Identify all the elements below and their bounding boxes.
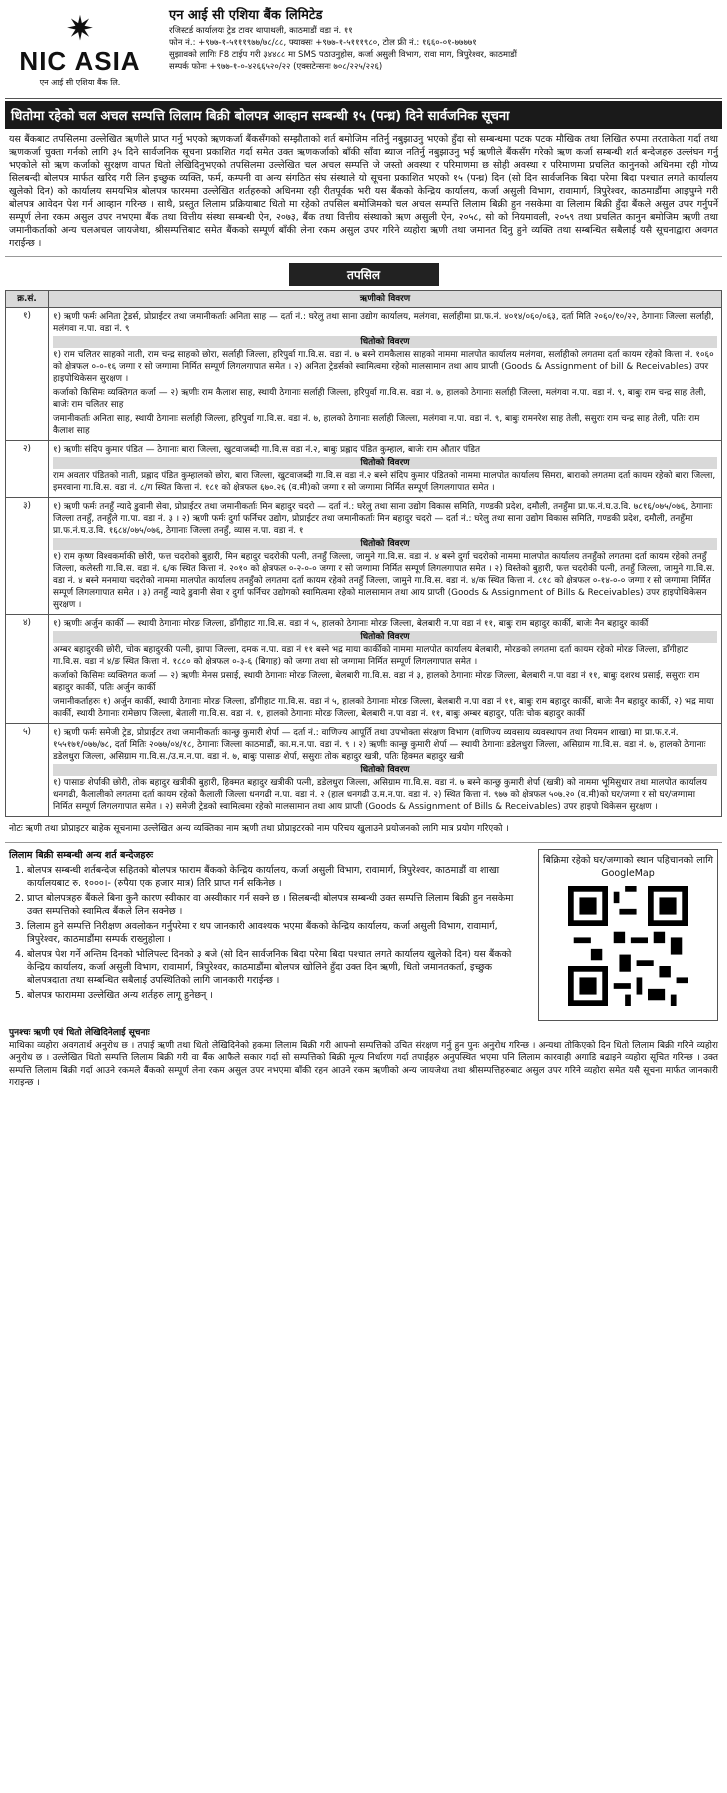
qr-code-icon[interactable] xyxy=(568,886,688,1006)
guarantor-details: जमानीकर्ताः अनिता साह, स्थायी ठेगानाः सर्लाही जिल्ला, हरिपुर्वा गा.वि.स. वडा नं. ७, हालको ठेगानाः सर्लाही जिल्ला, मलंगवा न.पा. वडा नं. ९, बाबुः रामनरेश साह तेली, ससुराः राम चन्द्र साह तेली, पतिः राम कैलाश साह xyxy=(53,414,700,436)
phone-info: फोन नं.: +९७७-१-५१११९७७/७८/८८, फ्याक्सः +९७७-१-५१११९८०, टोल फ्री नं.: १६६०-०१-७७७७१ xyxy=(169,38,477,48)
row-details xyxy=(49,441,722,498)
qr-caption: बिक्रिमा रहेको घर/जग्गाको स्थान पहिचानको लागि xyxy=(543,855,713,866)
row-details xyxy=(49,615,722,724)
row-sn: ४) xyxy=(6,615,49,724)
note: नोटः ऋणी तथा प्रोप्राइटर बाहेक सूचनामा उल्लेखित अन्य व्यक्तिका नाम ऋणी तथा प्रोप्राइटरको नाम परिचय खुलाउने प्रयोजनको लागि मात्र प्रयोग गरिएको । xyxy=(5,817,722,843)
row-sn: ५) xyxy=(6,724,49,817)
borrower-details: १) ऋणी फर्मः समेजी ट्रेड, प्रोप्राईटर तथा जमानीकर्ताः कान्छु कुमारी शेर्पा — दर्ता नं.: वाणिज्य आपूर्ति तथा उपभोक्ता संरक्षण विभाग (वाणिज्य व्यवसाय व्यवस्थापन तथा नियमन शाखा) मा प्रा.फ.र.नं. १५५१७१/०७७/७८, दर्ता मितिः २०७७/०४/१८, ठेगानाः जिल्ला काठमाडौं, का.म.न.पा. वडा नं. ९ । २) ऋणीः कान्छु कुमारी शेर्पा — स्थायी ठेगानाः डडेलधुरा जिल्ला, असिग्राम गा.वि.स. वडा नं. ७, हालको ठेगानाः डडेलधुरा जिल्ला, असिग्राम गा.वि.स./उ.म.न.पा. वडा नं. ७, बाबुः पासाङ शेर्पा, ससुराः तोक बहादुर खत्री, पतिः हिक्मत बहादुर खत्री xyxy=(53,728,706,762)
terms xyxy=(9,849,528,1021)
header xyxy=(5,0,722,99)
borrower-table xyxy=(5,290,722,817)
table-row xyxy=(6,498,722,615)
star-logo-icon: ✷ xyxy=(65,9,95,49)
borrower-details: १) ऋणी फर्मः तनहुँ न्यादे डुवानी सेवा, प्रोप्राईटर तथा जमानीकर्ताः मिन बहादुर चदरो — दर्ता नं.: घरेलु तथा साना उद्योग विकास समिति, गण्डकी प्रदेश, दमौली, तनहुँमा प्रा.फ.नं.घ.उ.वि. ७८१६/०७५/०७६, ठेगानाः जिल्ला तनहुँ, तनहुँले गा.पा. वडा नं. ३ । २) ऋणी फर्मः दुर्गा फर्निचर उद्योग, प्रोप्राईटर तथा जमानीकर्ताः मिन बहादुर चदरो — दर्ता नं.: घरेलु तथा साना उद्योग विकास समिति, गण्डकी प्रदेश, दमौली, तनहुँमा प्रा.फ.नं.घ.उ.वि. १६८४/०७५/०७६, ठेगानाः जिल्ला तनहुँ, व्यास न.पा. वडा नं. १ xyxy=(53,502,713,536)
sms-info: सुझावको लागिः F8 टाईप गरी ३४४८८ मा SMS पठाउनुहोस, कर्जा असुली विभाग, रावा माग, त्रिपुरेश्वर, काठमाडौं xyxy=(169,50,517,60)
row-details xyxy=(49,308,722,441)
schedule-title: तपसिल xyxy=(289,263,439,286)
terms-item: 1. बोलपत्र सम्बन्धी शर्तबन्देज सहितको बोलपत्र फाराम बैंकको केन्द्रिय कार्यालय, कर्जा असुली विभाग, रावामार्ग, त्रिपुरेश्वर, काठमाडौं वा शाखा कार्यालयबाट रु. १०००।- (रुपैया एक हजार मात्र) तिरि प्राप्त गर्न सकिनेछ । xyxy=(27,864,528,890)
collateral-heading: धितोको विवरण xyxy=(53,764,717,776)
col-sn: क्र.सं. xyxy=(6,291,49,308)
row-sn: ३) xyxy=(6,498,49,615)
logo-text: NIC ASIA xyxy=(19,46,141,76)
terms-list xyxy=(9,864,528,1002)
row-sn: २) xyxy=(6,441,49,498)
guarantor-details: जमानीकर्ताहरुः १) अर्जुन कार्की, स्थायी ठेगानाः मोरङ जिल्ला, डाँगीहाट गा.वि.स. वडा नं ५, हालको ठेगानाः मोरङ जिल्ला, बेलबारी न.पा वडा नं ११, बाबुः राम बहादुर कार्की, बाजेः नैन बहादुर कार्की, २) भद्र माया कार्की, स्थायी ठेगानाः रामेछाप जिल्ला, बेताली गा.वि.स. वडा नं. १, हालको ठेगानाः मोरङ जिल्ला, बेलबारी न.पा वडा नं. ११, बाबुः अम्बर बहादुर, पतिः चोक बहादुर कार्की xyxy=(53,697,714,719)
terms-section xyxy=(5,843,722,1021)
table-row xyxy=(6,724,722,817)
terms-item: 4. बोलपत्र पेश गर्ने अन्तिम दिनको भोलिपल्ट दिनको ३ बजे (सो दिन सार्वजनिक बिदा परेमा बिदा पश्चात लगते कार्यालय खुलेको दिन) यस बैंकको केन्द्रिय कार्यालय, कर्जा असुली विभाग, रावामार्ग, त्रिपुरेश्वर, काठमाडौंमा बोलपत्र खोलिने हुँदा उक्त दिन ऋणी, धितो जमानतकर्ता, इच्छुक बोलपत्रदाता तथा सम्बन्धित सबैलाई उपस्थितिको लागि जानकारी गराईन्छ । xyxy=(27,948,528,987)
collateral-details: १) राम कृष्ण विश्वकर्माकी छोरी, फत्त चदरोको बुहारी, मिन बहादुर चदरोकी पत्नी, तनहुँ जिल्ला, जामुने गा.वि.स. वडा नं. ४ बस्ने दुर्गा चदरोको नाममा मालपोत कार्यालय तनहुँको लगतमा दर्ता कायम रहेको तनहुँ जिल्ला, कलेस्ती गा.वि.स. वडा नं. ६/क स्थित कित्ता नं. २०१० को क्षेत्रफल ०-२-०-० जग्गा र सो जग्गामा निर्मित सम्पूर्ण लिगलगापात समेत । २) विस्तेको बुहारी, फत्त चदरोकी पत्नी, तनहुँ जिल्ला, जामुने गा.वि.स. वडा नं. ४ बस्ने मनमाया चदरोको नाममा मालपोत कार्यालय तनहुँको लगतमा दर्ता कायम रहेको तनहुँ जिल्ला, जामुने गा.वि.स. वडा नं. ४/क स्थित कित्ता नं. ८१८ को क्षेत्रफल ०-१४-०-० जग्गा र सो जग्गामा निर्मित सम्पूर्ण लिगलगापात समेत । ३) तनहुँ न्यादे डुवानी सेवा र दुर्गा फर्निचर उद्योगको स्वामित्वमा रहेको मालसामान तथा आय प्राप्ती (Goods & Assignment of Bills & Receivables) उपर हाइपोथिकेसन सुरक्षण । xyxy=(53,552,715,610)
collateral-details: अम्बर बहादुरकी छोरी, चोक बहादुरकी पत्नी, झापा जिल्ला, दमक न.पा. वडा नं ११ बस्ने भद्र माया कार्कीको नाममा मालपोत कार्यालय बेलबारी, मोरङको लगतमा दर्ता कायम रहेको मोरङ जिल्ला, डाँगीहाट गा.वि.स. वडा नं ४/ङ स्थित कित्ता नं. १८८० को क्षेत्रफल ०-३-६ (बिगाह) को जग्गा तथा सो जग्गामा निर्मित सम्पूर्ण लिगलगापात समेत । xyxy=(53,645,689,667)
notice-page xyxy=(5,0,722,1793)
notice-title: धितोमा रहेको चल अचल सम्पत्ति लिलाम बिक्री बोलपत्र आव्हान सम्बन्धी १५ (पन्ध्र) दिने सार्वजनिक सूचना xyxy=(5,101,722,129)
intro-paragraph: यस बैंकबाट तपसिलमा उल्लेखित ऋणीले प्राप्त गर्नु भएको ऋणकर्जा बैंकसँगको सम्झौताको शर्त बमोजिम नतिर्नु नबुझाउनु भएको हुँदा सो सम्बन्धमा पटक पटक मौखिक तथा लिखित रुपमा तरताकेता गर्दा तथा ऋणकर्जा चुक्ता गर्नको लागि ३५ दिने सार्वजनिक सूचना प्रकाशित गर्दा समेत उक्त ऋणकर्जाको बाँकी साँवा ब्याज नतिर्नु नबुझाउनु भई ऋणीले बैंकसँग गरेको ऋण कर्जा सम्बन्धी शर्त बन्देजहरु उल्लंघन गर्नु भएकोले सो ऋण कर्जाको सुरक्षण वापत धितो लेखिदिनुभएको तपसिलमा उल्लेखित चल अचल सम्पत्ति जे जस्तो अवस्था र परिमाणमा छ सोही अवस्था र परिमाणमा प्रचलित कानुनको अधिनमा रही गोप्य सिलबन्दी बोलपत्र मार्फत खरिद गरी लिन इच्छुक व्यक्ति, फर्म, कम्पनी वा अन्य संगठित संघ संस्थाले यो सूचना प्रकाशित भएको १५ (पन्ध्र) दिन (सो दिन सार्वजनिक बिदा परेमा बिदा पश्चात लगते कार्यालय खुलेको दिन) को कार्यालय समयभित्र बोलपत्र फारममा उल्लेखित शर्तहरुको अधिनमा रही रीतपूर्वक भरी यस बैंकको केन्द्रिय कार्यालय, कर्जा असुली विभाग, रावामार्ग, त्रिपुरेश्वर, काठमाडौंमा आइपुग्ने गरी बोलपत्र आवेदन पेश गर्न आव्हान गरिन्छ । साथै, प्रस्तुत लिलाम प्रक्रियाबाट धितो मा रहेको तपसिल बमोजिमको चल अचल सम्पत्ति लिलाम बिक्री हुन नसकेमा वा लिलाम बिक्री हुँदा बैंकले असुल उपर गर्नुपर्ने सम्पूर्ण लेना रकम असुल उपर नभएमा बैंक तथा वित्तीय संस्था सम्बन्धी ऐन, २०७३, बैंक तथा वित्तीय संस्थाको ऋण असुली ऐन, २०५८, सो को नियमावली, २०५९ तथा प्रचलित कानुन बमोजिम ऋणी तथा जमानीकर्ताको अन्य चलअचल जायजेथा, श्रीसम्पत्तिबाट समेत बैंकको सम्पूर्ण बाँकी लेना रकम असुल उपर गरिने व्यहोरा ऋणी तथा जमानत दिनु हुने व्यक्ति तथा सम्बन्धित सबैलाई यसै सूचनाद्वारा अवगत गराईन्छ । xyxy=(5,129,722,257)
contact-info: सम्पर्क फोनः +९७७-१-०-४२६६५२०/२२ (एक्सटेन्सनः ७०८/२२५/२२६) xyxy=(169,62,383,72)
col-desc: ऋणीको विवरण xyxy=(49,291,722,308)
collateral-details: राम अवतार पंडितको नाती, प्रह्लाद पंडित कुम्हालको छोरा, बारा जिल्ला, खुटवाजब्दी गा.वि.स वडा नं.२ बस्ने संदिप कुमार पंडितको नाममा मालपोत कार्यालय सिमरा, बाराको लगतमा दर्ता कायम रहेको बारा जिल्ला, इमरवाना गा.वि.स. वडा नं. ८/ग स्थित कित्ता नं. १८१ को क्षेत्रफल ६७०.२६ (व.मी)को जग्गा र सो जग्गामा निर्मित सम्पूर्ण लिगलगापात समेत । xyxy=(53,471,716,493)
borrower-details: १) ऋणीः संदिप कुमार पंडित — ठेगानाः बारा जिल्ला, खुटवाजब्दी गा.वि.स वडा नं.२, बाबुः प्रह्लाद पंडित कुम्हाल, बाजेः राम औतार पंडित xyxy=(53,445,480,455)
terms-item: 2. प्राप्त बोलपत्रहरु बैंकले बिना कुनै कारण स्वीकार वा अस्वीकार गर्न सक्ने छ । सिलबन्दी बोलपत्र सम्बन्धी उक्त सम्पत्ति लिलाम बिक्री हुन नसकेमा उक्त सम्पत्तिको स्वामित्व बैंकले लिन सक्नेछ । xyxy=(27,892,528,918)
borrower-details: १) ऋणीः अर्जुन कार्की — स्थायी ठेगानाः मोरङ जिल्ला, डाँगीहाट गा.वि.स. वडा नं ५, हालको ठेगानाः मोरङ जिल्ला, बेलबारी न.पा वडा नं ११, बाबुः राम बहादुर कार्की, बाजेः नैन बहादुर कार्की xyxy=(53,619,649,629)
qr-box xyxy=(538,849,718,1021)
footer xyxy=(5,1021,722,1096)
bank-logo xyxy=(5,0,155,88)
logo-subtext: एन आई सी एशिया बैंक लि. xyxy=(39,78,121,87)
loan-type-details: कर्जाको किसिमः व्यक्तिगत कर्जा — २) ऋणीः राम कैलाश साह, स्थायी ठेगानाः सर्लाही जिल्ला, हरिपुर्वा गा.वि.स. वडा नं. ७, हालको ठेगानाः सर्लाही जिल्ला, मलंगवा न.पा. वडा नं. ९, बाबुः राम चन्द्र साह तेली, बाजेः राम चलितर साह xyxy=(53,388,707,410)
collateral-heading: धितोको विवरण xyxy=(53,538,717,550)
terms-item: 5. बोलपत्र फाराममा उल्लेखित अन्य शर्तहरु लागू हुनेछन् । xyxy=(27,989,528,1002)
collateral-heading: धितोको विवरण xyxy=(53,631,717,643)
collateral-heading: धितोको विवरण xyxy=(53,457,717,469)
row-details xyxy=(49,724,722,817)
collateral-details: १) पासाङ शेर्पाकी छोरी, तोक बहादुर खत्रीकी बुहारी, हिक्मत बहादुर खत्रीकी पत्नी, डडेलधुरा जिल्ला, असिग्राम गा.वि.स. वडा नं. ७ बस्ने कान्छु कुमारी शेर्पा (खत्री) को नाममा भूमिसुधार तथा मालपोत कार्यालय धनगढी, कैलालीको लगतमा दर्ता कायम रहेको कैलाली जिल्ला धनगढी न.पा. वडा नं. २ (हाल धनगढी उ.म.न.पा. वडा नं. २) स्थित कित्ता नं. ९७७ को क्षेत्रफल ५०७.२० (व.मी)को घर/जग्गा र सो घर/जग्गामा निर्मित सम्पूर्ण लिगलगापात समेत । २) समेजी ट्रेडको स्वामित्वमा रहेको मालसामान तथा आय प्राप्ती (Goods & Assignment of Bills & Receivables) उपर हाइपो थिकेसन सुरक्षण । xyxy=(53,778,707,812)
map-label: GoogleMap xyxy=(601,868,655,879)
table-row xyxy=(6,441,722,498)
loan-type-details: कर्जाको किसिमः व्यक्तिगत कर्जा — २) ऋणीः मेनस प्रसाई, स्थायी ठेगानाः मोरङ जिल्ला, बेलबारी गा.वि.स. वडा नं ३, हालको ठेगानाः मोरङ जिल्ला, बेलबारी न.पा वडा नं ११, बाबुः दशरथ प्रसाई, ससुराः राम बहादुर कार्की, पतिः अर्जुन कार्की xyxy=(53,671,700,693)
org-name: एन आई सी एशिया बैंक लिमिटेड xyxy=(169,8,323,23)
collateral-heading: धितोको विवरण xyxy=(53,336,717,348)
footer-text: माथिका व्यहोरा अवगतार्थ अनुरोध छ । तपाई ऋणी तथा धितो लेखिदिनेको हकमा लिलाम बिक्री गरी आफ्नो सम्पत्तिको उचित संरक्षण गर्नु हुन पुनः अनुरोध गरिन्छ । अन्यथा तोकिएको दिन धितो लिलाम बिक्री गरिने व्यहोरा अनुरोध छ । उल्लेखित धितो सम्पत्ति लिलाम बिक्री गरी वा बैंक आफैले सकार गर्दा सो सम्पत्तिको बिक्री मूल्य निर्धारण गर्दा तपाईहरु अनुपस्थित भएमा पनि लिलाम कारवाही अगाडि बढाइने व्यहोरा सूचित गरिन्छ । उक्त सम्पत्ति लिलाम बिक्री गर्दा आउने रकमले बैंकको सम्पूर्ण लेना रकम असुल उपर नभएमा बाँकी रहन आउने रकम ऋणीको अन्य जायजेथा तथा श्रीसम्पत्तिहरुबाट असुल उपर गरिने व्यहोरा समेत यसै सूचना मार्फत जानकारी गराइन्छ । xyxy=(9,1040,718,1088)
row-sn: १) xyxy=(6,308,49,441)
collateral-details: १) राम चलितर साहको नाती, राम चन्द्र साहको छोरा, सर्लाही जिल्ला, हरिपुर्वा गा.वि.स. वडा नं. ७ बस्ने रामकैलास साहको नाममा मालपोत कार्यालय मलंगवा, सर्लाहीको लगतमा दर्ता कायम रहेको कित्ता नं. १०६० को क्षेत्रफल ०-०-१६ जग्गा र सो जग्गामा निर्मित सम्पूर्ण लिगलगापात समेत । २) अनिता ट्रेडर्सको स्वामित्वमा रहेको मालसामान तथा आय प्राप्ती (Goods & Assignment of bill & Receivables) उपर हाइपोथिकेसन सुरक्षण । xyxy=(53,350,714,384)
row-details xyxy=(49,498,722,615)
registered-office: रजिस्टर्ड कार्यालयः ट्रेड टावर थापाथली, काठमाडौं वडा नं. ११ xyxy=(169,26,353,36)
footer-title: पुनश्चः ऋणी एवं धितो लेखिदिनेलाई सूचनाः xyxy=(9,1028,150,1038)
terms-item: 3. लिलाम हुने सम्पत्ति निरीक्षण अवलोकन गर्नुपरेमा र थप जानकारी आवश्यक भएमा बैंकको केन्द्रिय कार्यालय, कर्जा असुली विभाग, रावामार्ग, त्रिपुरेश्वर, काठमाडौंमा सम्पर्क राख्नुहोला । xyxy=(27,920,528,946)
table-row xyxy=(6,615,722,724)
table-row xyxy=(6,308,722,441)
terms-title: लिलाम बिक्री सम्बन्धी अन्य शर्त बन्देजहरुः xyxy=(9,850,154,861)
borrower-details: १) ऋणी फर्मः अनिता ट्रेडर्स, प्रोप्राईटर तथा जमानीकर्ताः अनिता साह — दर्ता नं.: घरेलु तथा साना उद्योग कार्यालय, मलंगवा, सर्लाहीमा प्रा.फ.नं. ४०१४/०६०/०६३, दर्ता मिति २०६०/१०/२२, ठेगानाः जिल्ला सर्लाही, मलंगवा न.पा. वडा नं. ९ xyxy=(53,312,714,334)
org-info xyxy=(155,0,722,73)
